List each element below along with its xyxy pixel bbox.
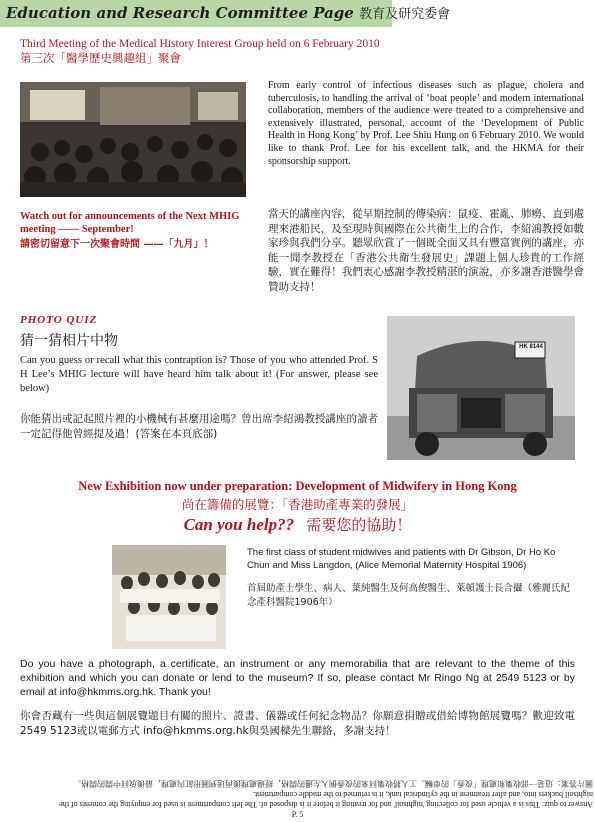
quiz-answer xyxy=(45,777,593,809)
next-meeting-notice xyxy=(20,210,248,251)
next-meeting-en: Watch out for announcements of the Next MHIG meeting —— September! xyxy=(20,211,240,235)
exhibition-body-en: Do you have a photograph, a certificate, an instrument or any memorabilia that are relevant to the theme of this exhibition and which you can donate or lend to the museum? If so, please contact Mr Ringo Ng at 2549 5123 or by email at info@hkmms.org.hk. Thank you! xyxy=(20,658,575,698)
exhibition-title-en: New Exhibition now under preparation: Development of Midwifery in Hong Kong xyxy=(78,479,517,493)
photo-quiz-title-cn: 猜一猜相片中物 xyxy=(20,333,118,349)
quiz-vehicle-photo xyxy=(387,316,575,460)
meeting-body-en: From early control of infectious diseases such as plague, cholera and tuberculosis, to handling the arrival of ‘boat people’ and modern international collaboration, members of the audience were treated to a comprehensive and extensively illustrated, personal, account of the ‘Development of Public Health in Hong Kong’ by Prof. Lee Shiu Hung on 6 February 2010. We would like to thank Prof. Lee for his excellent talk, and the HKMA for their sponsorship support. xyxy=(268,80,584,167)
quiz-body-en: Can you guess or recall what this contraption is? Those of you who attended Prof. S H Lee’s MHIG lecture will have heard him talk about it! (For answer, please see below) xyxy=(20,355,378,394)
header-title-cn: 教育及研究委會 xyxy=(359,7,451,22)
quiz-vehicle-drawing xyxy=(387,316,575,460)
quiz-body-cn: 你能猜出或記起照片裡的小機械有甚麼用途嗎？曾出席李紹鴻教授講座的讀者一定記得他曾經提及過！(答案在本頁底部) xyxy=(20,413,378,440)
vehicle-plate: HK 8144 xyxy=(519,344,543,350)
lecture-photo xyxy=(20,82,246,197)
quiz-answer-en: Answer to quiz: This is a vehicle used for collecting 'nightsoil' and for treating it before it is disposed of. The left compartment is used for emptying the contents of the nightsoil buckets into, and after treatment in the cylindrical tank, it is returned to the middle compartment. xyxy=(59,790,593,809)
meeting-title-en: Third Meeting of the Medical History Interest Group held on 6 February 2010 xyxy=(20,38,380,50)
exhibition-title-cn: 尚在籌備的展覽：「香港助產專業的發展」 xyxy=(181,497,414,512)
quiz-answer-cn: 圖片答案：這是一部收集和處理「夜香」的車輛。工人將收集回來的夜香倒入左邊的間格，經過處理後再送到圓形缸內處理，最後放回中間的間格。 xyxy=(73,779,593,788)
midwives-photo xyxy=(112,545,226,649)
can-you-help-cn: 需要您的協助！ xyxy=(306,516,412,534)
can-you-help-en: Can you help?? xyxy=(183,515,295,534)
meeting-title-cn: 第三次「醫學歷史興趣組」聚會 xyxy=(20,51,181,65)
page-number: P. 5 xyxy=(291,810,304,819)
exhibition-body-cn: 你會否藏有一些與這個展覽題目有關的照片、證書、儀器或任何紀念物品？你願意捐贈或借給博物館展覽嗎？歡迎致電 2549 5123或以電郵方式 info@hkmms.org.hk與吳國樑先生聯絡，多謝支持！ xyxy=(20,710,575,737)
next-meeting-cn: 請密切留意下一次聚會時間 ——「九月」！ xyxy=(20,239,214,250)
midwives-caption-cn: 首屆助產士學生、病人、葉純醫生及何高俊醫生、萊頓護士長合攝（雅麗氏紀念產科醫院1906年） xyxy=(247,583,571,608)
meeting-body-cn: 當天的講座內容，從早期控制的傳染病：鼠疫、霍亂、肺癆、直到處理來港船民，及至現時與國際在公共衛生上的合作，李紹鴻教授如數家珍與我們分享。聽眾欣賞了一個既全面又具有豐富實例的講座，亦能一聞李教授在「香港公共衛生發展史」課題上個人珍貴的工作經驗，實在難得！我們衷心感謝李教授精湛的演說，亦多謝香港醫學會贊助支持！ xyxy=(268,208,584,293)
lecture-photo-drawing xyxy=(20,82,246,197)
midwives-caption-en: The first class of student midwives and patients with Dr Gibson, Dr Ho Ko Chun and Miss Langdon, (Alice Memorial Maternity Hospital 1906) xyxy=(247,547,556,571)
midwives-photo-drawing xyxy=(112,545,226,649)
meeting-title xyxy=(20,37,380,65)
can-you-help xyxy=(20,514,575,535)
page-header-title xyxy=(6,3,450,22)
header-title-en: Education and Research Committee Page xyxy=(6,4,354,22)
photo-quiz-title: PHOTO QUIZ xyxy=(20,314,98,326)
